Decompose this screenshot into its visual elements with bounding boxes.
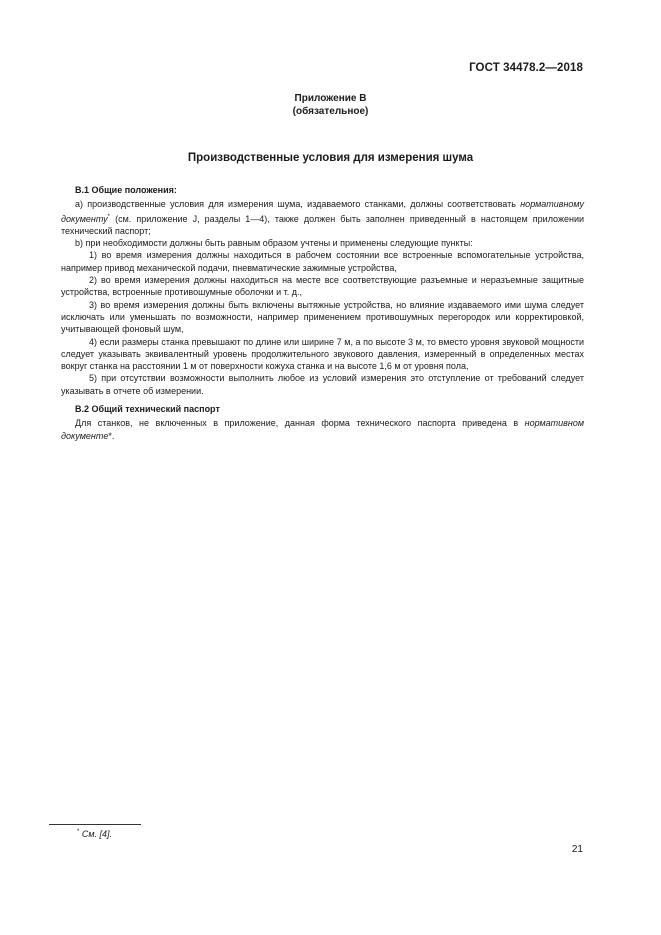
annex-heading bbox=[0, 92, 661, 118]
list-item: 2) во время измерения должны находиться на месте все соответствующие разъемные и неразъемные защитные устройства, встроенные противошумные оболочки и т. д., bbox=[61, 275, 584, 298]
annex-title: Приложение В bbox=[294, 93, 367, 104]
b2-text: Для станков, не включенных в приложение, данная форма технического паспорта приведена в bbox=[75, 418, 525, 429]
footnote-mark: * bbox=[77, 829, 80, 835]
item-a-text: а) производственные условия для измерения шума, издаваемого станками, должны соответствовать bbox=[75, 199, 521, 210]
footnote-divider bbox=[49, 824, 141, 825]
document-body bbox=[61, 184, 584, 442]
annex-status: (обязательное) bbox=[292, 106, 369, 117]
b2-footnote-mark: *. bbox=[108, 430, 115, 441]
footnote-text: См. [4]. bbox=[81, 829, 113, 839]
footnote bbox=[77, 829, 112, 839]
item-a-italic-ref: нормативному документу bbox=[61, 199, 584, 224]
item-a-footnote-mark: * bbox=[107, 213, 111, 220]
clause-b1-heading: В.1 Общие положения: bbox=[75, 185, 177, 195]
clause-b1-item-a bbox=[61, 198, 584, 237]
clause-b1-item-b: b) при необходимости должны быть равным образом учтены и применены следующие пункты: bbox=[75, 238, 473, 249]
section-title: Производственные условия для измерения шума bbox=[187, 152, 474, 164]
document-code: ГОСТ 34478.2—2018 bbox=[469, 62, 583, 74]
list-item: 1) во время измерения должны находиться в рабочем состоянии все встроенные вспомогательные устройства, например привод механической подачи, пневматические зажимные устройства, bbox=[61, 250, 584, 273]
item-a-rest: (см. приложение J, разделы 1—4), также должен быть заполнен приведенный в настоящем приложении технический паспорт; bbox=[61, 213, 584, 236]
list-item: 3) во время измерения должны быть включены вытяжные устройства, но влияние издаваемого ими шума следует исключать или уменьшать по возможности, например применением противошумных перегородок или корректировкой, учитывающей фоновый шум, bbox=[61, 299, 584, 335]
b2-italic-ref: нормативном документе bbox=[61, 418, 584, 441]
page-number: 21 bbox=[571, 844, 583, 855]
clause-b2-heading: В.2 Общий технический паспорт bbox=[75, 404, 220, 415]
clause-b2-text bbox=[61, 417, 584, 442]
list-item: 5) при отсутствии возможности выполнить любое из условий измерения это отступление от требований следует указывать в отчете об измерении. bbox=[61, 373, 584, 396]
list-item: 4) если размеры станка превышают по длине или ширине 7 м, а по высоте 3 м, то вместо уровня звуковой мощности следует указывать эквивалентный уровень продолжительного звукового давления, измеренный в определенных местах вокруг станка на расстоянии 1 м от поверхности кожуха станка и на высоте 1,6 м от уровня пола, bbox=[61, 336, 584, 372]
